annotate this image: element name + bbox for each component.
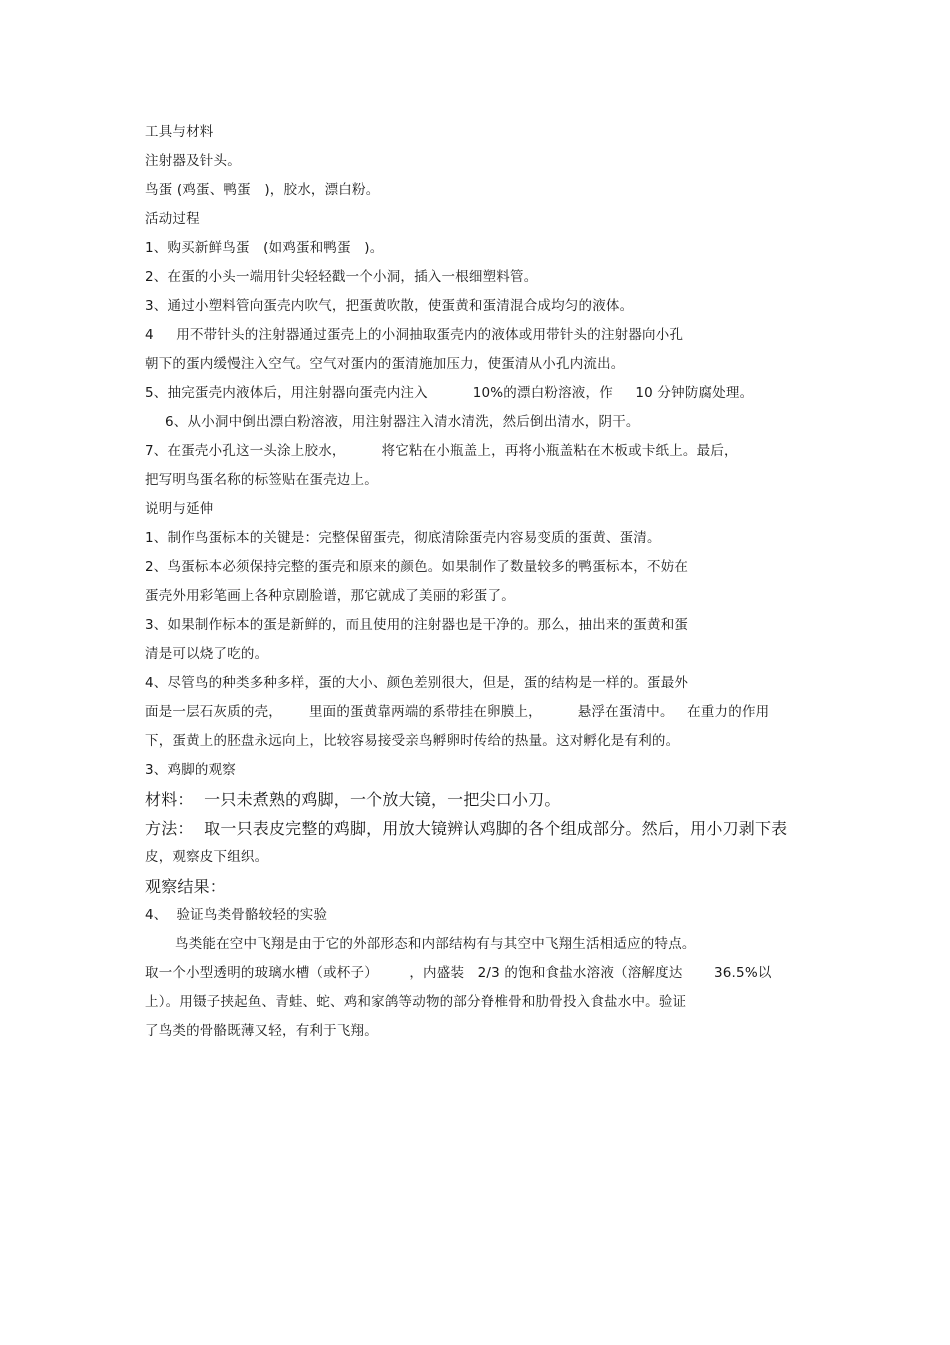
text-line: 4、尽管鸟的种类多种多样，蛋的大小、颜色差别很大，但是，蛋的结构是一样的。蛋最外 xyxy=(145,675,689,691)
heading-tools-materials: 工具与材料 xyxy=(145,124,214,140)
heading-bone-experiment: 4、 验证鸟类骨骼较轻的实验 xyxy=(145,907,328,923)
text-line: 鸟蛋 (鸡蛋、鸭蛋 )，胶水，漂白粉。 xyxy=(145,182,380,198)
heading-chicken-foot: 3、鸡脚的观察 xyxy=(145,762,236,778)
text-line: 了鸟类的骨骼既薄又轻，有利于飞翔。 xyxy=(145,1023,378,1039)
text-line: 1、制作鸟蛋标本的关键是：完整保留蛋壳，彻底清除蛋壳内容易变质的蛋黄、蛋清。 xyxy=(145,530,661,546)
heading-observation-result: 观察结果： xyxy=(145,877,227,896)
text-line: 注射器及针头。 xyxy=(145,153,241,169)
step-line: 4 用不带针头的注射器通过蛋壳上的小洞抽取蛋壳内的液体或用带针头的注射器向小孔 xyxy=(145,327,684,343)
text-line: 面是一层石灰质的壳， 里面的蛋黄靠两端的系带挂在卵膜上， 悬浮在蛋清中。 在重力的作用 xyxy=(145,704,770,720)
step-line: 7、在蛋壳小孔这一头涂上胶水， 将它粘在小瓶盖上，再将小瓶盖粘在木板或卡纸上。最后， xyxy=(145,443,738,459)
text-line: 清是可以烧了吃的。 xyxy=(145,646,269,662)
text-line: 2、鸟蛋标本必须保持完整的蛋壳和原来的颜色。如果制作了数量较多的鸭蛋标本，不妨在 xyxy=(145,559,689,575)
materials-line: 材料： 一只未煮熟的鸡脚，一个放大镜，一把尖口小刀。 xyxy=(145,790,561,809)
text-line: 蛋壳外用彩笔画上各种京剧脸谱，那它就成了美丽的彩蛋了。 xyxy=(145,588,515,604)
heading-explanation: 说明与延伸 xyxy=(145,501,214,517)
document-body xyxy=(145,118,825,1046)
text-line: 下，蛋黄上的胚盘永远向上，比较容易接受亲鸟孵卵时传给的热量。这对孵化是有利的。 xyxy=(145,733,680,749)
text-line: 3、如果制作标本的蛋是新鲜的，而且使用的注射器也是干净的。那么，抽出来的蛋黄和蛋 xyxy=(145,617,689,633)
step-line: 1、购买新鲜鸟蛋 (如鸡蛋和鸭蛋 )。 xyxy=(145,240,384,256)
text-line: 鸟类能在空中飞翔是由于它的外部形态和内部结构有与其空中飞翔生活相适应的特点。 xyxy=(175,936,696,952)
step-line: 6、从小洞中倒出漂白粉溶液，用注射器注入清水清洗，然后倒出清水，阴干。 xyxy=(165,414,640,430)
step-line: 3、通过小塑料管向蛋壳内吹气，把蛋黄吹散，使蛋黄和蛋清混合成均匀的液体。 xyxy=(145,298,634,314)
text-line: 皮，观察皮下组织。 xyxy=(145,849,269,865)
text-line: 取一个小型透明的玻璃水槽（或杯子） ，内盛装 2/3 的饱和食盐水溶液（溶解度达 36.5%以 xyxy=(145,965,772,981)
step-line: 2、在蛋的小头一端用针尖轻轻戳一个小洞，插入一根细塑料管。 xyxy=(145,269,538,285)
method-line: 方法： 取一只表皮完整的鸡脚，用放大镜辨认鸡脚的各个组成部分。然后，用小刀剥下表 xyxy=(145,819,788,838)
step-line: 朝下的蛋内缓慢注入空气。空气对蛋内的蛋清施加压力，使蛋清从小孔内流出。 xyxy=(145,356,625,372)
text-line: 上）。用镊子挟起鱼、青蛙、蛇、鸡和家鸽等动物的部分脊椎骨和肋骨投入食盐水中。验证 xyxy=(145,994,687,1010)
heading-activity-process: 活动过程 xyxy=(145,211,200,227)
step-line: 把写明鸟蛋名称的标签贴在蛋壳边上。 xyxy=(145,472,378,488)
step-line: 5、抽完蛋壳内液体后，用注射器向蛋壳内注入 10%的漂白粉溶液，作 10 分钟防腐处理。 xyxy=(145,385,754,401)
